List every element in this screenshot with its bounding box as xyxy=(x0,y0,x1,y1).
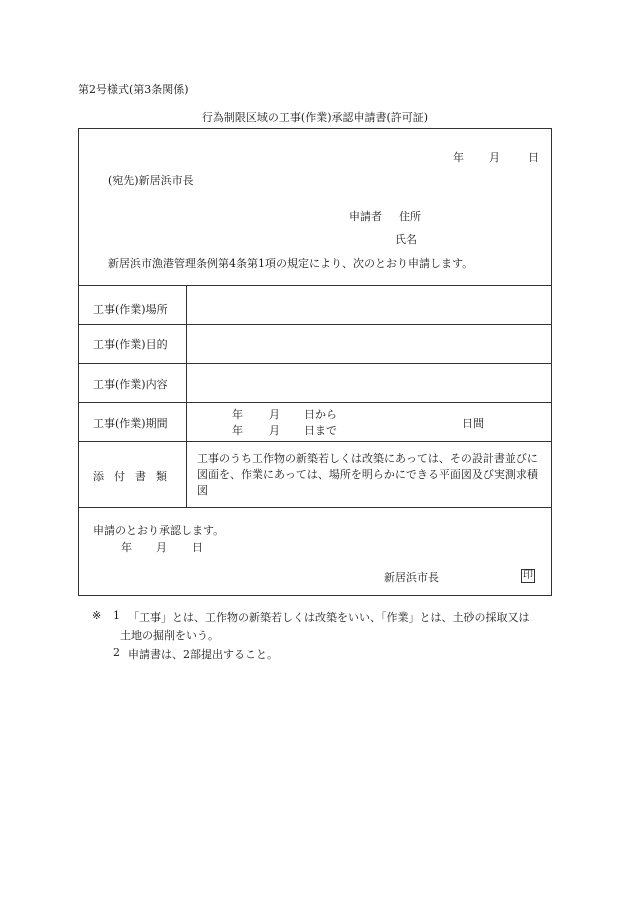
name-label: 氏名 xyxy=(395,233,417,246)
application-statement: 新居浜市漁港管理条例第4条第1項の規定により、次のとおり申請します。 xyxy=(108,257,474,270)
document-title: 行為制限区域の工事(作業)承認申請書(許可証) xyxy=(201,111,429,124)
divider xyxy=(79,507,551,508)
column-divider xyxy=(186,285,187,507)
attachments-text: 工事のうち工作物の新築若しくは改築にあっては、その設計書並びに図面を、作業にあっては、場所を明らかにできる平面図及び実測求積図 xyxy=(197,452,538,497)
divider xyxy=(79,402,551,403)
mayor-signature: 新居浜市長 xyxy=(384,571,439,584)
period-start-month: 月 xyxy=(269,408,280,421)
period-label: 工事(作業)期間 xyxy=(93,417,168,430)
date-day-label: 日 xyxy=(528,151,539,164)
location-label: 工事(作業)場所 xyxy=(93,303,168,316)
note-number: 1 xyxy=(113,609,120,622)
note-text: 「工事」とは、工作物の新築若しくは改築をいい、「作業」とは、土砂の採取又は xyxy=(128,611,530,624)
divider xyxy=(79,324,551,325)
address-label: 住所 xyxy=(399,210,421,223)
note-mark: ※ xyxy=(92,609,102,622)
application-form xyxy=(78,128,552,596)
content-label: 工事(作業)内容 xyxy=(93,378,168,391)
period-end-month: 月 xyxy=(269,424,280,437)
note-number: 2 xyxy=(113,646,120,659)
divider xyxy=(79,441,551,442)
addressee: (宛先)新居浜市長 xyxy=(108,174,194,187)
date-month-label: 月 xyxy=(489,151,500,164)
attachments-label: 添付書類 xyxy=(93,470,177,483)
approval-month: 月 xyxy=(156,541,167,554)
divider xyxy=(79,363,551,364)
note-text-continuation: 土地の掘削をいう。 xyxy=(120,629,219,642)
period-days: 日間 xyxy=(462,417,484,430)
approval-day: 日 xyxy=(192,541,203,554)
date-year-label: 年 xyxy=(453,151,464,164)
form-number: 第2号様式(第3条関係) xyxy=(78,83,189,96)
period-start-year: 年 xyxy=(232,408,243,421)
period-start-day: 日から xyxy=(304,408,337,421)
approval-text: 申請のとおり承認します。 xyxy=(93,524,225,537)
period-end-year: 年 xyxy=(232,424,243,437)
note-text: 申請書は、2部提出すること。 xyxy=(128,648,278,661)
applicant-label: 申請者 xyxy=(349,210,382,223)
purpose-label: 工事(作業)目的 xyxy=(93,338,168,351)
period-end-day: 日まで xyxy=(304,424,337,437)
divider xyxy=(79,285,551,286)
seal-stamp: 印 xyxy=(523,570,533,581)
approval-year: 年 xyxy=(121,541,132,554)
